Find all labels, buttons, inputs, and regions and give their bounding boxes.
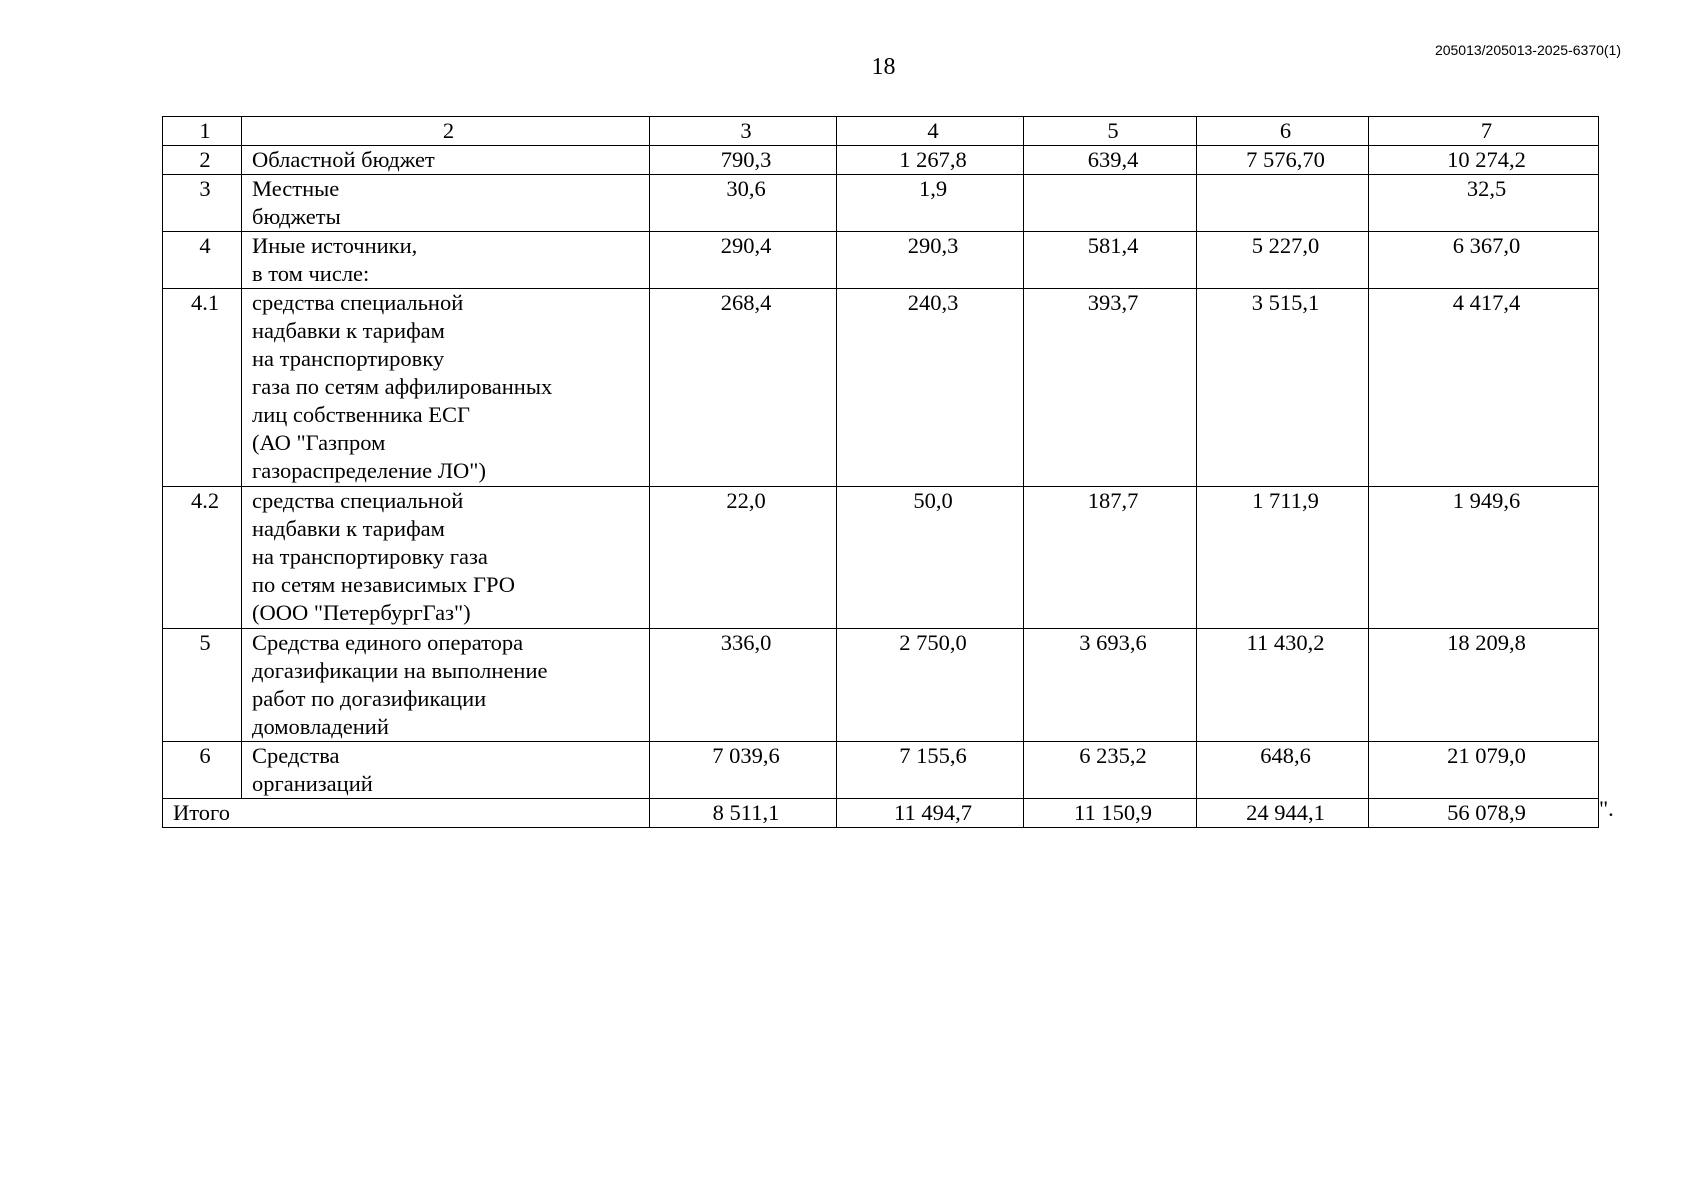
row-number-cell: 5 (163, 629, 242, 742)
row-number-cell: 4.2 (163, 487, 242, 629)
row-number-cell: 2 (163, 146, 242, 175)
source-name-cell: средства специальной надбавки к тарифам на транспортировку газа по сетям аффилированных лиц собственника ЕСГ (АО "Газпром газораспределение ЛО") (242, 289, 650, 487)
value-cell: 1 267,8 (837, 146, 1024, 175)
source-name-cell: Средства единого оператора догазификации на выполнение работ по догазификации домовладений (242, 629, 650, 742)
value-cell: 3 693,6 (1024, 629, 1197, 742)
total-value-cell: 11 494,7 (837, 799, 1024, 828)
value-cell: 648,6 (1197, 742, 1369, 799)
source-name-cell: Средства организаций (242, 742, 650, 799)
total-value-cell: 56 078,9 (1369, 799, 1599, 828)
value-cell: 3 515,1 (1197, 289, 1369, 487)
value-cell: 393,7 (1024, 289, 1197, 487)
value-cell: 336,0 (650, 629, 837, 742)
value-cell: 32,5 (1369, 175, 1599, 232)
total-value-cell: 11 150,9 (1024, 799, 1197, 828)
value-cell: 1,9 (837, 175, 1024, 232)
document-id: 205013/205013-2025-6370(1) (1434, 42, 1621, 58)
value-cell: 240,3 (837, 289, 1024, 487)
source-name-cell: Иные источники, в том числе: (242, 232, 650, 289)
total-row (163, 799, 1599, 828)
value-cell: 1 711,9 (1197, 487, 1369, 629)
column-number-cell: 6 (1197, 117, 1369, 146)
value-cell (1197, 175, 1369, 232)
page-number: 18 (871, 54, 896, 80)
total-label-cell: Итого (163, 799, 650, 828)
row-number-cell: 4 (163, 232, 242, 289)
column-number-cell: 7 (1369, 117, 1599, 146)
value-cell: 268,4 (650, 289, 837, 487)
value-cell: 7 155,6 (837, 742, 1024, 799)
value-cell: 187,7 (1024, 487, 1197, 629)
value-cell: 7 039,6 (650, 742, 837, 799)
table-row (163, 487, 1599, 629)
value-cell: 290,3 (837, 232, 1024, 289)
value-cell: 7 576,70 (1197, 146, 1369, 175)
value-cell: 11 430,2 (1197, 629, 1369, 742)
table-row (163, 289, 1599, 487)
row-number-cell: 6 (163, 742, 242, 799)
table-row (163, 146, 1599, 175)
value-cell: 6 367,0 (1369, 232, 1599, 289)
value-cell: 30,6 (650, 175, 837, 232)
table-row (163, 175, 1599, 232)
value-cell: 290,4 (650, 232, 837, 289)
column-number-row (163, 117, 1599, 146)
row-number-cell: 4.1 (163, 289, 242, 487)
source-name-cell: Местные бюджеты (242, 175, 650, 232)
column-number-cell: 3 (650, 117, 837, 146)
table-row (163, 629, 1599, 742)
value-cell: 2 750,0 (837, 629, 1024, 742)
table-row (163, 232, 1599, 289)
total-value-cell: 24 944,1 (1197, 799, 1369, 828)
value-cell: 639,4 (1024, 146, 1197, 175)
row-number-cell: 3 (163, 175, 242, 232)
value-cell: 21 079,0 (1369, 742, 1599, 799)
value-cell: 10 274,2 (1369, 146, 1599, 175)
value-cell: 50,0 (837, 487, 1024, 629)
value-cell: 790,3 (650, 146, 837, 175)
column-number-cell: 4 (837, 117, 1024, 146)
column-number-cell: 1 (163, 117, 242, 146)
value-cell: 581,4 (1024, 232, 1197, 289)
source-name-cell: Областной бюджет (242, 146, 650, 175)
total-value-cell: 8 511,1 (650, 799, 837, 828)
value-cell (1024, 175, 1197, 232)
column-number-cell: 2 (242, 117, 650, 146)
column-number-cell: 5 (1024, 117, 1197, 146)
table-row (163, 742, 1599, 799)
value-cell: 4 417,4 (1369, 289, 1599, 487)
financing-table (162, 116, 1599, 828)
closing-quote: ". (1599, 796, 1614, 821)
source-name-cell: средства специальной надбавки к тарифам на транспортировку газа по сетям независимых ГРО (ООО "ПетербургГаз") (242, 487, 650, 629)
value-cell: 1 949,6 (1369, 487, 1599, 629)
value-cell: 22,0 (650, 487, 837, 629)
value-cell: 6 235,2 (1024, 742, 1197, 799)
value-cell: 18 209,8 (1369, 629, 1599, 742)
value-cell: 5 227,0 (1197, 232, 1369, 289)
